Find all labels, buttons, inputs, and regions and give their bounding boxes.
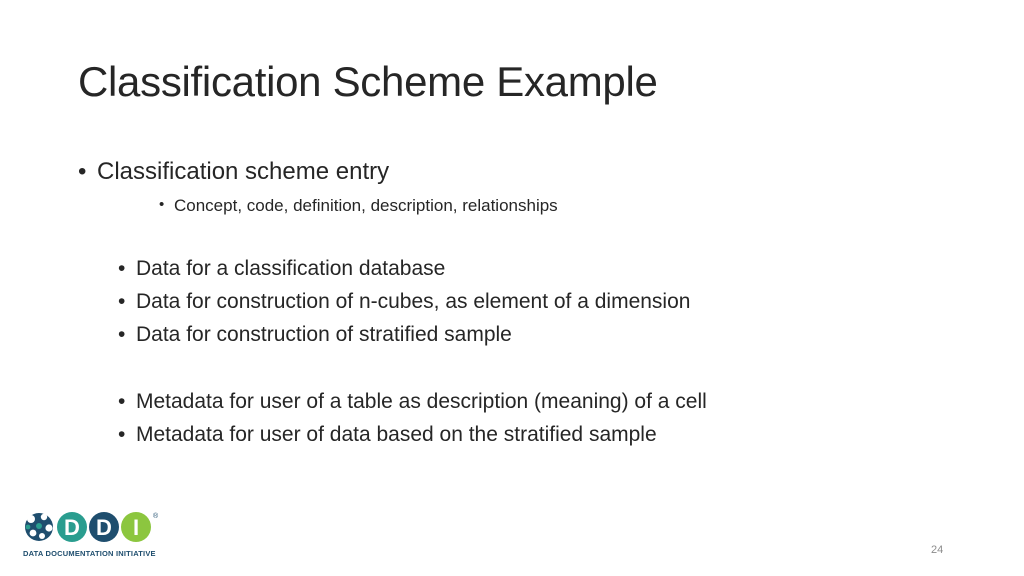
bullet-glyph: • xyxy=(118,257,126,280)
bullet-item xyxy=(118,323,512,347)
bullet-text: Concept, code, definition, description, relationships xyxy=(174,196,558,215)
molecule-icon xyxy=(25,513,53,541)
bullet-glyph: • xyxy=(118,290,126,313)
logo-letter-d2 xyxy=(89,512,119,542)
bullet-item xyxy=(118,390,707,414)
svg-text:I: I xyxy=(132,515,140,540)
bullet-glyph: • xyxy=(118,423,126,446)
bullet-text: Data for construction of n-cubes, as element of a dimension xyxy=(136,290,691,313)
bullet-item xyxy=(118,423,657,447)
bullet-text: Classification scheme entry xyxy=(97,158,390,185)
bullet-text: Data for construction of stratified sample xyxy=(136,323,512,346)
bullet-level1 xyxy=(78,158,390,186)
slide-title: Classification Scheme Example xyxy=(78,58,658,105)
logo-caption: DATA DOCUMENTATION INITIATIVE xyxy=(23,549,156,558)
bullet-text: Metadata for user of data based on the stratified sample xyxy=(136,423,657,446)
svg-text:D: D xyxy=(96,515,112,540)
bullet-item xyxy=(118,257,446,281)
bullet-level2 xyxy=(159,196,558,216)
bullet-glyph: • xyxy=(78,158,87,185)
registered-mark: ® xyxy=(153,513,159,520)
bullet-text: Data for a classification database xyxy=(136,257,446,280)
bullet-item xyxy=(118,290,691,314)
logo-letter-d1 xyxy=(57,512,87,542)
bullet-glyph: • xyxy=(159,196,165,213)
bullet-glyph: • xyxy=(118,390,126,413)
bullet-text: Metadata for user of a table as description (meaning) of a cell xyxy=(136,390,707,413)
bullet-glyph: • xyxy=(118,323,126,346)
svg-text:D: D xyxy=(64,515,80,540)
page-number: 24 xyxy=(931,544,944,556)
logo-letter-i xyxy=(121,512,151,542)
